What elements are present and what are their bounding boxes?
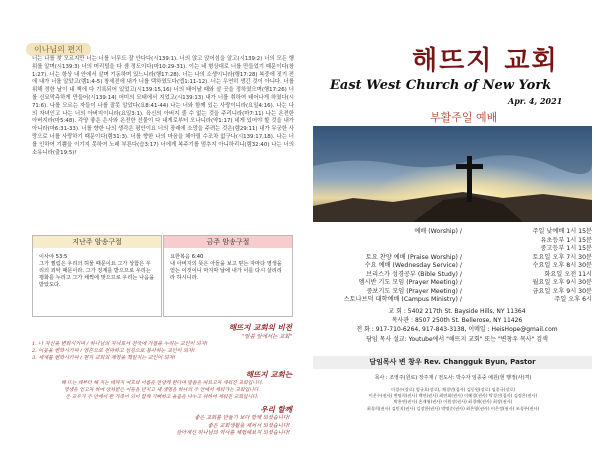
letter-body: 너는 나를 찾 모르지만 너는 너를 너무도 잘 안다다(시139:1). 너의 앉고 앉어섬을 알고(시139:2) 너의 모든 행위를 알며(시139:3) 너의 머리털을 다 셈 정도이다(마10:29-31). 이는 네 형상대로 너를 만들었기 때문이다(창1:27). 너는 항상 내 안에서 살며 기동하며 있느니라(행17:28). 너는 나의 소생이니라(행17:28) 복중에 짓기 전에 내가 너를 알았고(렘1:4-5) 창세전에 내가 너를 택하였도다(엡1:11-12). 너는 우연히 생긴 것이 아니다. 너를 위해 정한 날이 내 책에 다 기록되어 있었고(시139:15,16) 너의 태어날 때와 살 곳을 정하였으며(행17:26) 너를 신묘막측하게 만들어(시139:14) 어미의 모태에서 지었고(시139:13) 내가 너를 취하여 태어나게 하였다(시71:6). 나를 모르는 자들이 나를 잘못 알았다(요8:41-44) 나는 너와 함께 있는 사랑이니라(요일4:16). 나는 나의 자녀인고 나는 너의 아버지이니라(요일3:1). 육신의 아버지 줄 수 없는 것을 주리니라(마7:11) 나는 온전한 아버지라(마5:48). 각양 좋은 은사와 온전한 선물이 다 내게로부터 오나니라(약1:17) 네게 있어야 할 것을 내가 아니라(마6:31-33). 너를 향한 나의 생각은 평안이요 너의 장래에 소망을 주려는 것은(렘29:11) 내가 무궁한 사랑으로 너를 사랑하기 때문이다(렘31:3). 너를 향한 나의 마음을 헤아릴 수조차 없구나(시139:17,18). 나는 너를 인하여 기쁨을 이기지 못하여 노래 부른다(습3:17) 너에게 복주기를 멈추지 아니하리니(렘32:40) 나는 너의 소유니라(출19:5)! <box>32 56 294 156</box>
together-item: 살아계신 하나님의 역사를 체험해보지 되셨습니다! <box>176 430 290 436</box>
schedule-time: 주일 낮예배 1시 15분 <box>532 228 592 235</box>
schedule-name: 브리스가 성경공부 (Bible Study) / <box>366 270 462 278</box>
last-week-verse-heading: 지난주 암송구절 <box>33 236 161 248</box>
service-title: 부활주일 예배 <box>430 111 498 124</box>
bulletin-date: Apr. 4, 2021 <box>508 96 563 106</box>
cross-sunrise-image <box>313 126 592 222</box>
vision-item: 1. 나 자신을 변화시키며 / 하나님의 자녀로서 전국에 가봅을 누리는 교인이 되자! <box>32 341 208 347</box>
schedule-name: 토요 찬양 예배 (Praise Worship) / <box>365 253 462 261</box>
schedule-time: 유초등부 1시 15분 <box>540 236 592 244</box>
church-about-item: 온 교우가 주 안에서 한 가족이 되어 함께 기뻐하고 울음을 나누고 위하여 세워진 교회입니다. <box>65 395 259 400</box>
schedule-row <box>322 295 592 304</box>
phone-email: 전 화 : 917-710-6264, 917-843-3138, 이메일 : HeisHope@gmail.com <box>356 326 558 334</box>
schedule-time: 토요일 오후 7시 30분 <box>532 253 592 261</box>
staff-list: 목사 : 조영주(원로) 장주재 / 전도사: 박수자 임종중 예원(현 행정(사)격) <box>374 375 532 381</box>
church-about-list <box>32 380 292 401</box>
schedule-name: 스토나브덕 대학예배 (Campus Ministry) / <box>343 296 462 303</box>
senior-pastor: 담임목사 변 창우 Rev. Changguk Byun, Pastor <box>313 356 592 369</box>
letter-title: 이나님의 편지 <box>26 43 91 56</box>
church-about-title: 해뜨지 교회는 <box>245 370 292 379</box>
vision-title: 해뜨지 교회의 비전 <box>228 323 292 332</box>
church-about-item: 영생을 얻고자 하여 상처받은 이들을 만지고 새 생명을 하나의 주 안에서 세워가는 교회입니다. <box>64 388 260 393</box>
schedule-name: 엠시반 기도 모임 (Prayer Meeting) / <box>358 279 462 286</box>
church-name-english: East West Church of New York <box>330 78 552 93</box>
together-item: 좋은 교회를 만들기 보다 함께 되셨습니다! <box>194 415 290 421</box>
together-title: 우리 할께 <box>260 405 292 414</box>
schedule-name: 중보기도 모임 (Prayer Meeting) / <box>366 287 462 295</box>
schedule-name: 수요 예배 (Wednesday Service) / <box>364 262 462 269</box>
last-week-verse-text: 이사야 53:5 그가 찔림은 우리의 허물 때문이요 그가 상함은 우리의 죄악 때문이라. 그가 징계를 받으므로 우리는 평화를 누리고 그가 채찍에 맞으므로 우리는 나음을 받았도다. <box>39 254 155 288</box>
schedule-time: 금요일 오후 9시 30분 <box>532 287 592 295</box>
memory-verse-section <box>32 235 292 315</box>
schedule-time: 수요일 오후 8시 30분 <box>532 262 592 269</box>
together-item: 좋은 교회생활을 제쳐서 되셨습니다! <box>207 422 290 429</box>
last-week-verse <box>32 235 162 317</box>
together-list <box>32 415 290 438</box>
this-week-verse-text: 요한복음 6:40 내 아버지의 뜻은 아들을 보고 믿는 자마다 영생을 얻는 이것이니 마지막 날에 내가 이를 다시 살리리라 하시니라. <box>170 254 282 281</box>
vision-item: 3. 세계를 변화시키며 / 현지 교회의 재영을 책임지는 교인이 되자! <box>32 355 176 361</box>
schedule-time: 월요일 오후 9시 30분 <box>532 279 592 286</box>
elders-list: 이경수(장로) 엄규호(장로), 채경민(집사) 김동원(장로) 임종규(장로) 이은수(권사) 변명희(권사) 백연(권사) 최연회(권사) 이혜경(권사) 탁경진(집사) 김정은(권사) 박홍연(권사) 손재영(권사) 이원장(권사) 최경례(권사) 최장(권사) 최경희(권사) 김민지(권사) 김장한(권사) 박명순(권사) 최은영(권사) 이은정(권사) 조경주(권사) <box>366 387 540 411</box>
cross-icon <box>467 156 472 202</box>
vision-item: 2. 이웃을 변화시키며 / 영혼으로 전파하고 섬김으로 봉사하는 교인이 되자! <box>32 348 195 354</box>
schedule-time: 중고등부 1시 15분 <box>540 245 592 252</box>
schedule-time: 주일 오후 6시 <box>554 296 592 303</box>
this-week-verse-heading: 금주 암송구절 <box>164 236 292 248</box>
contact-info <box>322 307 592 344</box>
vision-list <box>32 341 290 362</box>
vision-subtitle: "말씀 앞에서는 교회" <box>241 334 292 340</box>
schedule-time: 화요일 오전 11시 <box>544 270 592 278</box>
youtube-info: 담임 목사 설교: Youtube에서 "해뜨지 교회" 또는 "변창우 목사" 검색 <box>366 335 548 343</box>
church-about-item: 해 뜨는 데부터 해 지는 데까지 여호와 이름을 찬양케 한다며 말씀을 따르고자 세워진 교회입니다. <box>60 381 264 386</box>
parsonage-address: 목사관 : 8507 250th St. Bellerose, NY 11426 <box>391 317 523 325</box>
schedule-name: 예배 (Worship) / <box>414 228 462 235</box>
church-name-korean: 해뜨지 교회 <box>412 46 559 76</box>
this-week-verse <box>163 235 293 317</box>
church-address: 교 회 : 5402 217th St. Bayside Hills, NY 11364 <box>388 308 526 315</box>
